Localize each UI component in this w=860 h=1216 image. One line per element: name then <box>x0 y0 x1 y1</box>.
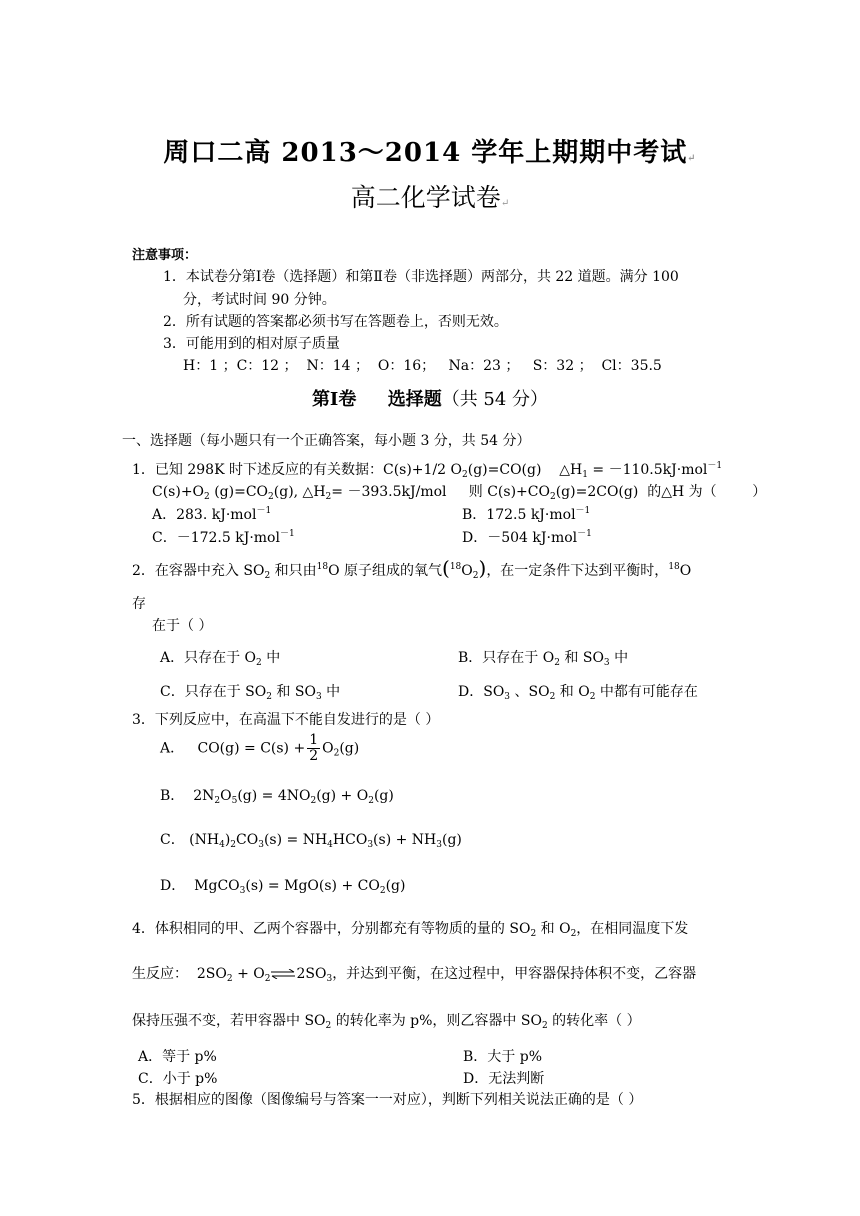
atomic-masses: H：1 ；C：12 ； N：14 ； O：16； Na：23 ； S：32 ； Cl：35.5 <box>183 358 662 374</box>
return-mark-icon: ↵ <box>500 198 510 209</box>
fraction-one-half: $\frac{1}{2}$ <box>309 732 319 764</box>
notice-item-3: 3．可能用到的相对原子质量 <box>163 336 340 352</box>
q2-stem: 2．在容器中充入 $SO_2$ 和只由$^{18}$O 原子组成的氧气$(^{18}O_2)$，在一定条件下达到平衡时，$^{18}$O <box>132 556 692 581</box>
q1-option-b: B．172.5 kJ·mol$^{-1}$ <box>462 506 591 523</box>
q4-stem-line2: 生反应： $2SO_2 + O_2$ $2SO_3$，并达到平衡，在这过程中，甲容器保持体积不变，乙容器 <box>132 966 697 984</box>
q4-option-a: A．等于 p% <box>138 1049 217 1065</box>
q1-stem-line2: $C(s)+O_2$ $(g)=CO_2(g)$, $\triangle H_2= -393.5kJ/mol$ 则 $C(s)+CO_2(g)=2CO(g)$ 的△H 为（ ） <box>152 484 767 502</box>
section-title: 第Ⅰ卷 选择题（共 54 分） <box>311 389 549 410</box>
q3-option-c: C． $(NH_4)_2CO_3(s) = NH_4HCO_3(s) + NH_3(g)$ <box>160 832 462 850</box>
exam-subtitle: 高二化学试卷↵ <box>350 183 510 212</box>
equilibrium-arrow-icon <box>270 969 296 979</box>
notice-item-1-cont: 分，考试时间 90 分钟。 <box>183 292 336 308</box>
q4-option-c: C．小于 p% <box>138 1071 218 1087</box>
q2-option-d: D．$SO_3$ 、$SO_2$ 和 $O_2$ 中都有可能存在 <box>458 684 698 702</box>
part-heading: 一、选择题（每小题只有一个正确答案，每小题 3 分，共 54 分） <box>122 433 531 449</box>
q1-option-c: C．－172.5 kJ·mol$^{-1}$ <box>152 529 295 546</box>
notice-item-2: 2．所有试题的答案都必须书写在答题卷上，否则无效。 <box>163 314 508 330</box>
q4-option-d: D．无法判断 <box>463 1071 545 1087</box>
exam-title: 周口二高 2013～2014 学年上期期中考试↵ <box>163 138 697 168</box>
q4-stem: 4．体积相同的甲、乙两个容器中，分别都充有等物质的量的 $SO_2$ 和 $O_2$，在相同温度下发 <box>132 921 689 939</box>
q2-option-a: A．只存在于 $O_2$ 中 <box>160 650 281 668</box>
q3-option-b: B． $2N_2O_5(g) = 4NO_2(g) + O_2(g)$ <box>160 788 394 806</box>
q3-option-a: A． CO(g) = C(s) + $\frac{1}{2}$ $O_2(g)$ <box>160 732 360 764</box>
q3-stem: 3．下列反应中，在高温下不能自发进行的是（ ） <box>132 712 440 728</box>
q2-option-c: C．只存在于 $SO_2$ 和 $SO_3$ 中 <box>160 684 341 702</box>
q5-stem: 5．根据相应的图像（图像编号与答案一一对应），判断下列相关说法正确的是（ ） <box>132 1092 643 1108</box>
notice-item-1: 1．本试卷分第Ⅰ卷（选择题）和第Ⅱ卷（非选择题）两部分，共 22 道题。满分 100 <box>163 269 679 285</box>
return-mark-icon: ↵ <box>687 153 697 164</box>
q1-option-a: A．283. kJ·mol$^{-1}$ <box>152 506 272 523</box>
q1-stem: 1．已知 298K 时下述反应的有关数据：C(s)+1/2 $O_2(g)=CO(g)$ $\triangle H_1 = -110.5kJ\cdot mol^{-1}$ <box>132 461 723 480</box>
q4-option-b: B．大于 p% <box>463 1049 543 1065</box>
q2-option-b: B．只存在于 $O_2$ 和 $SO_3$ 中 <box>458 650 629 668</box>
q2-stem-cont: 存 <box>132 596 146 612</box>
q1-option-d: D．－504 kJ·mol$^{-1}$ <box>462 529 592 546</box>
q4-stem-line3: 保持压强不变，若甲容器中 $SO_2$ 的转化率为 p%，则乙容器中 $SO_2$ 的转化率（ ） <box>132 1013 641 1031</box>
notice-heading: 注意事项： <box>132 248 198 263</box>
q3-option-d: D． MgCO$_3$(s) = $MgO(s) + CO_2(g)$ <box>160 878 406 896</box>
q2-stem-line2: 在于（ ） <box>152 618 213 634</box>
